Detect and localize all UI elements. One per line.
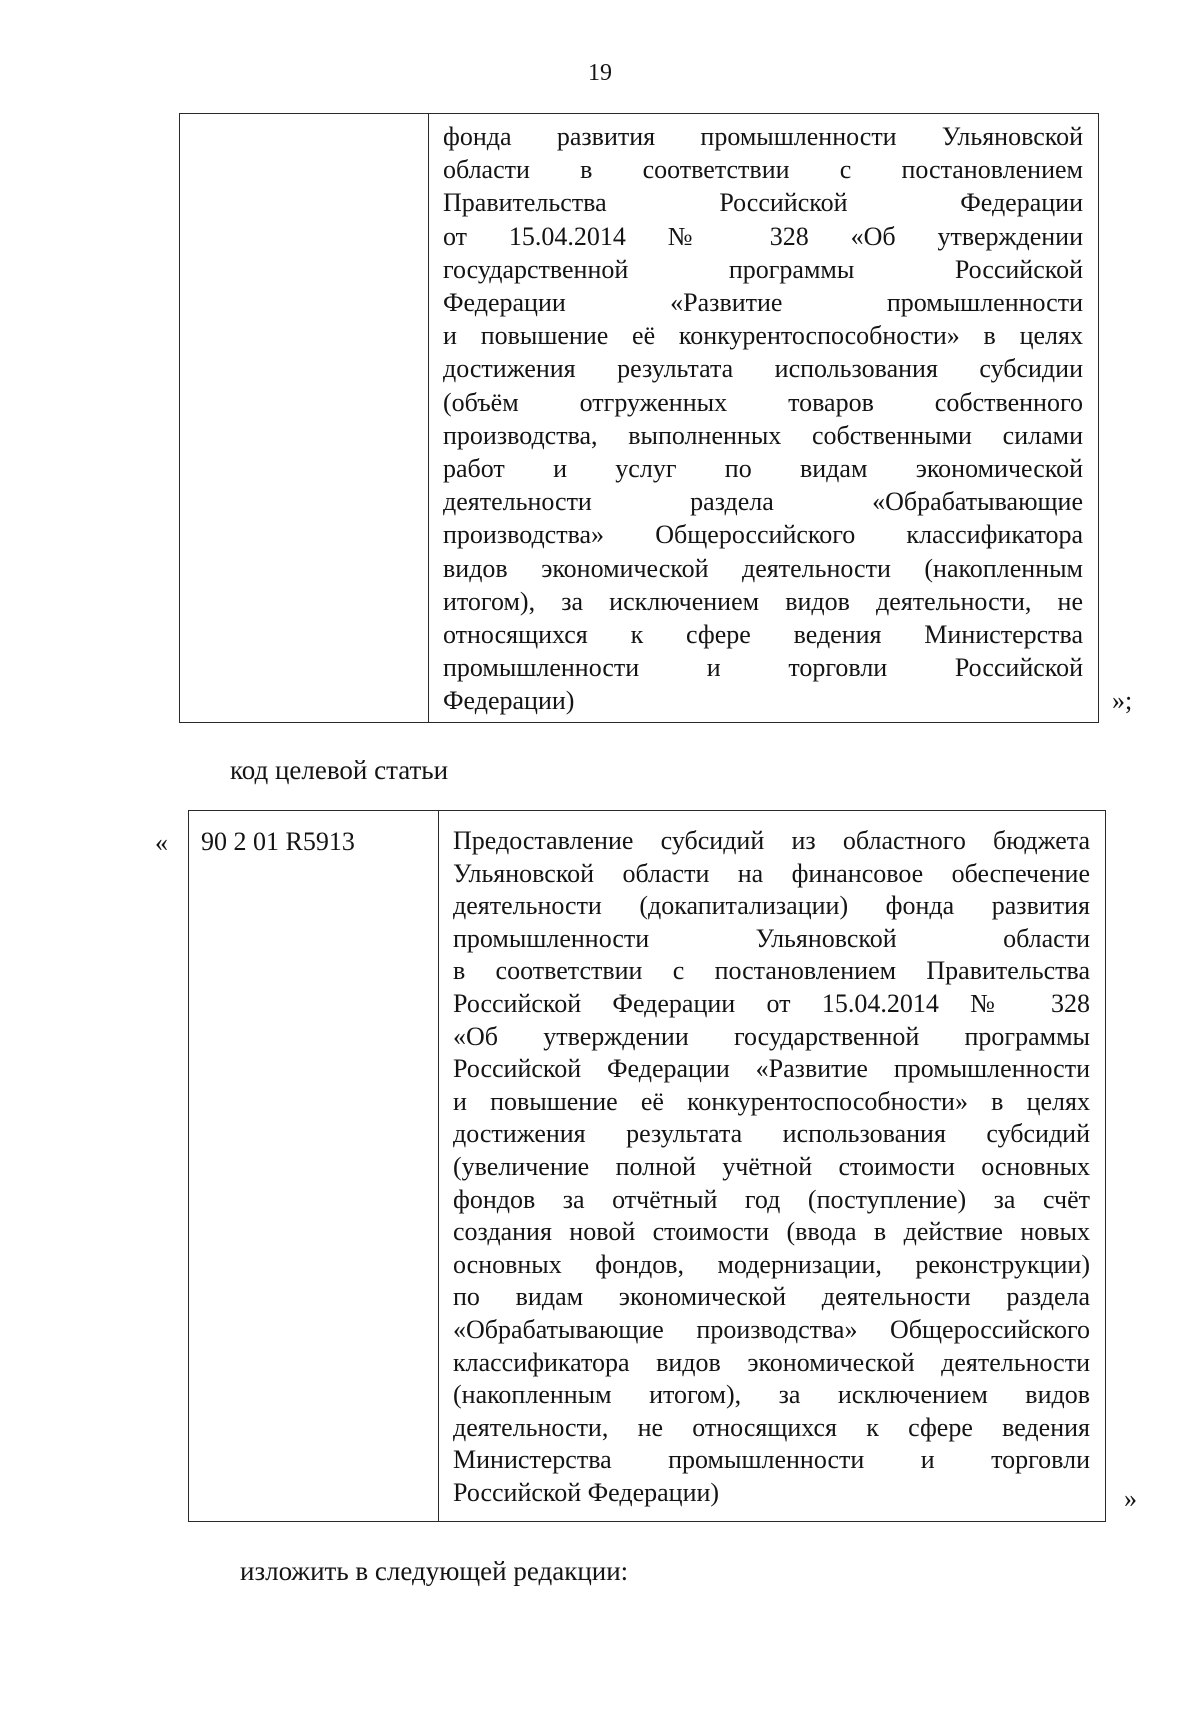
description-line: государственной программы Российской: [443, 254, 1083, 284]
budget-table-article: [188, 810, 1106, 1522]
description-line: Российской Федерации от 15.04.2014 № 328: [453, 988, 1090, 1018]
description-line: видов экономической деятельности (накопленным: [443, 553, 1083, 583]
target-article-code-cell: 90 2 01 R5913: [189, 811, 439, 1521]
intro-paragraph: код целевой статьи: [230, 755, 449, 785]
description-line: относящихся к сфере ведения Министерства: [443, 620, 1083, 650]
target-article-description-cell: [429, 114, 1097, 722]
description-line: Федерации): [443, 686, 575, 716]
description-line: «Об утверждении государственной программы: [453, 1021, 1090, 1051]
target-article-description-cell: [439, 811, 1104, 1521]
description-line: по видам экономической деятельности раздела: [453, 1282, 1090, 1312]
target-article-code-cell: [180, 114, 429, 722]
description-line: деятельности (докапитализации) фонда развития: [453, 891, 1090, 921]
description-line: области в соответствии с постановлением: [443, 155, 1083, 185]
page-number: 19: [588, 60, 612, 86]
budget-table-continuation: [179, 113, 1099, 723]
description-line: Ульяновской области на финансовое обеспечение: [453, 858, 1090, 888]
description-line: и повышение её конкурентоспособности» в целях: [453, 1086, 1090, 1116]
description-line: фонда развития промышленности Ульяновской: [443, 122, 1083, 151]
description-line: от 15.04.2014 № 328 «Об утверждении: [443, 221, 1083, 251]
description-line: Российской Федерации): [453, 1477, 720, 1507]
description-line: «Обрабатывающие производства» Общероссийского: [453, 1314, 1090, 1344]
description-line: промышленности Ульяновской области: [453, 923, 1090, 953]
description-line: (накопленным итогом), за исключением видов: [453, 1380, 1090, 1410]
description-line: в соответствии с постановлением Правительства: [453, 956, 1090, 986]
description-line: создания новой стоимости (ввода в действие новых: [453, 1217, 1090, 1247]
description-line: классификатора видов экономической деятельности: [453, 1347, 1090, 1377]
closing-quote-mark: »: [1124, 1484, 1137, 1513]
description-line: достижения результата использования субсидий: [453, 1119, 1090, 1149]
description-line: деятельности раздела «Обрабатывающие: [443, 487, 1083, 517]
description-line: итогом), за исключением видов деятельности, не: [443, 586, 1083, 616]
description-line: Министерства промышленности и торговли: [453, 1445, 1090, 1475]
description-line: производства, выполненных собственными силами: [443, 420, 1083, 450]
description-line: фондов за отчётный год (поступление) за счёт: [453, 1184, 1090, 1214]
description-line: производства» Общероссийского классификатора: [443, 520, 1083, 550]
description-line: работ и услуг по видам экономической: [443, 454, 1083, 484]
description-line: достижения результата использования субсидии: [443, 354, 1083, 384]
description-line: Предоставление субсидий из областного бюджета: [453, 826, 1090, 855]
description-line: Правительства Российской Федерации: [443, 188, 1083, 218]
description-line: деятельности, не относящихся к сфере ведения: [453, 1412, 1090, 1442]
description-line: основных фондов, модернизации, реконструкции): [453, 1249, 1090, 1279]
opening-quote-mark: «: [155, 828, 168, 857]
description-line: Российской Федерации «Развитие промышленности: [453, 1054, 1090, 1084]
description-line: и повышение её конкурентоспособности» в целях: [443, 321, 1083, 351]
closing-quote-mark: »;: [1112, 686, 1133, 715]
description-line: (увеличение полной учётной стоимости основных: [453, 1151, 1090, 1181]
description-line: (объём отгруженных товаров собственного: [443, 387, 1083, 417]
description-line: промышленности и торговли Российской: [443, 653, 1083, 683]
description-line: Федерации «Развитие промышленности: [443, 288, 1083, 318]
closing-paragraph: изложить в следующей редакции:: [240, 1556, 629, 1586]
